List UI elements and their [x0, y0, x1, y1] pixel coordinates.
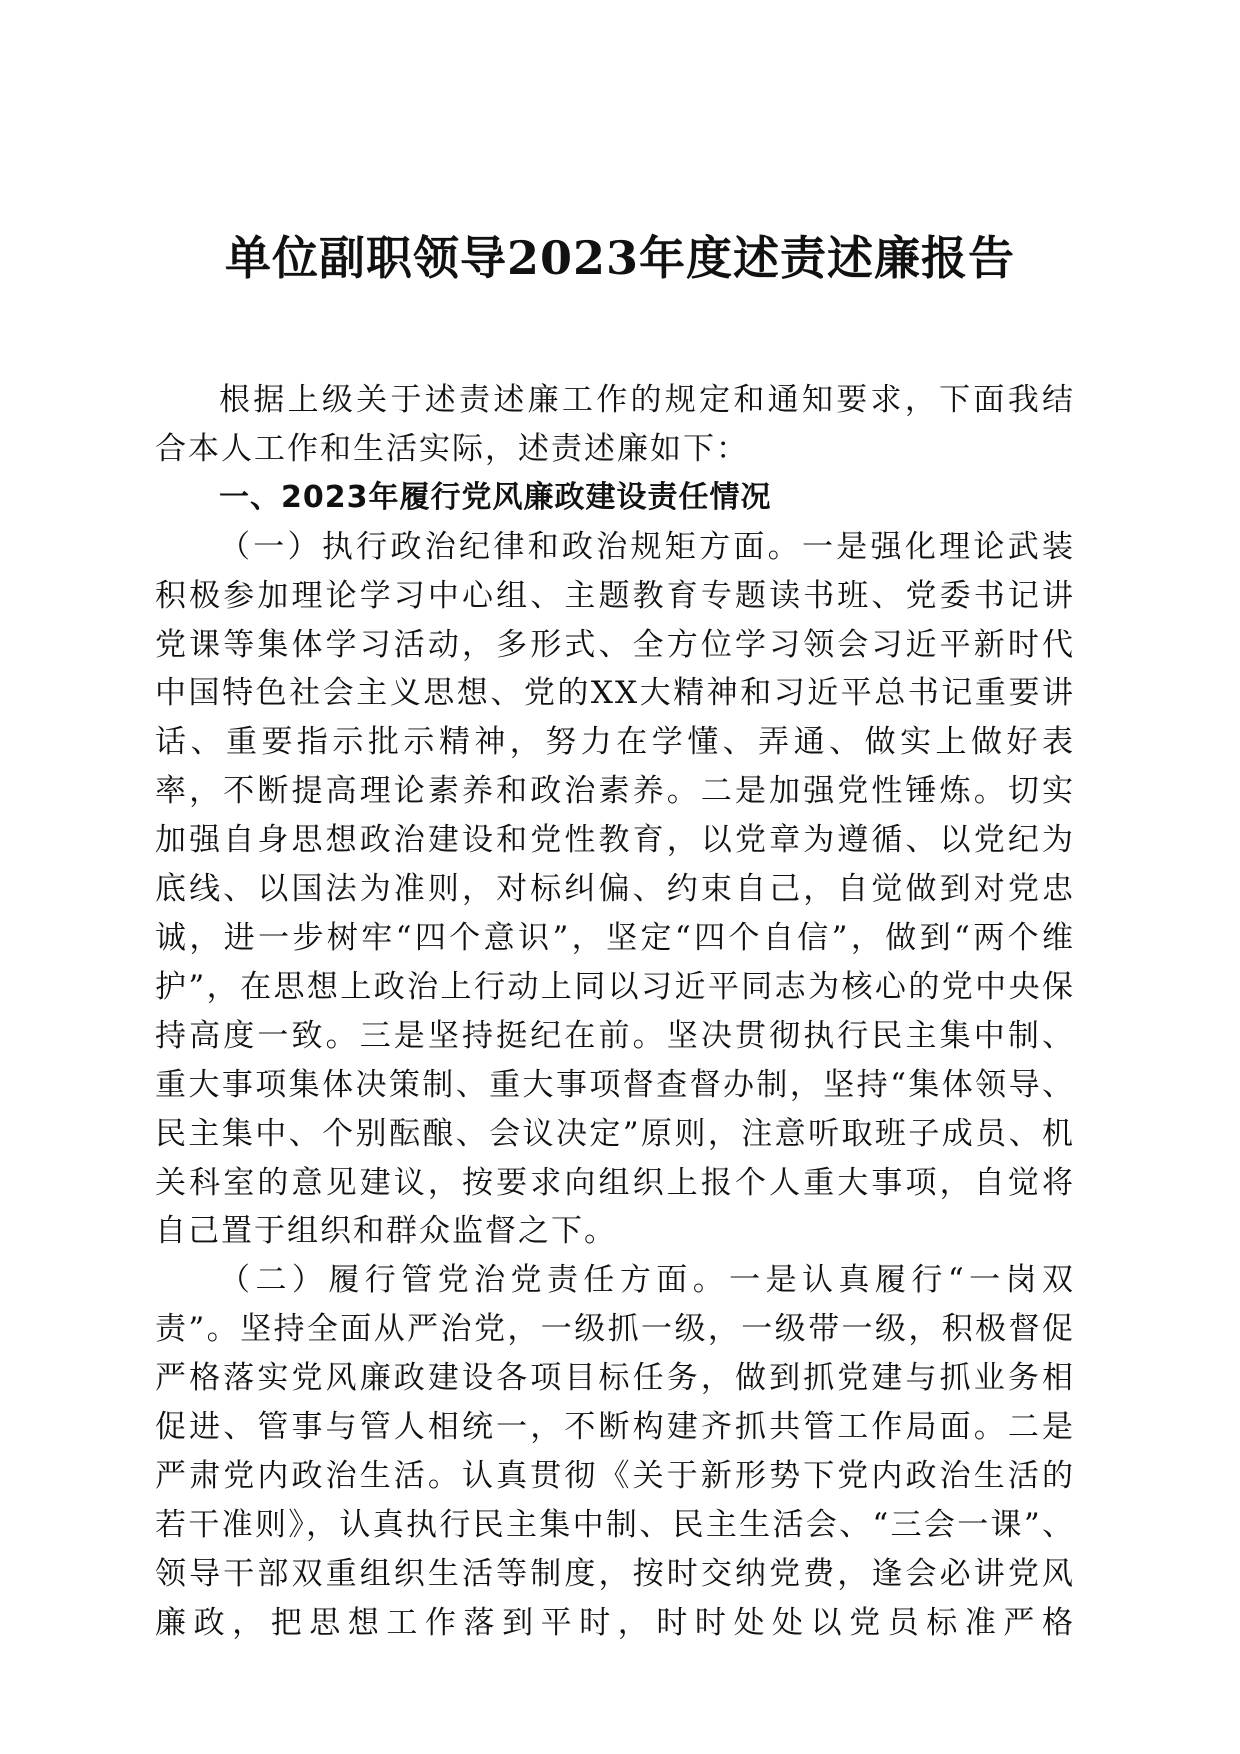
paragraph-political-discipline: （一）执行政治纪律和政治规矩方面。一是强化理论武装积极参加理论学习中心组、主题教育专题读书班、党委书记讲党课等集体学习活动，多形式、全方位学习领会习近平新时代中国特色社会主义思想、党的XX大精神和习近平总书记重要讲话、重要指示批示精神，努力在学懂、弄通、做实上做好表率，不断提高理论素养和政治素养。二是加强党性锤炼。切实加强自身思想政治建设和党性教育，以党章为遵循、以党纪为底线、以国法为准则，对标纠偏、约束自己，自觉做到对党忠诚，进一步树牢“四个意识”，坚定“四个自信”，做到“两个维护”，在思想上政治上行动上同以习近平同志为核心的党中央保持高度一致。三是坚持挺纪在前。坚决贯彻执行民主集中制、重大事项集体决策制、重大事项督查督办制，坚持“集体领导、民主集中、个别酝酿、会议决定”原则，注意听取班子成员、机关科室的意见建议，按要求向组织上报个人重大事项，自觉将自己置于组织和群众监督之下。 — [155, 528, 1075, 1250]
paragraph-party-governance: （二）履行管党治党责任方面。一是认真履行“一岗双责”。坚持全面从严治党，一级抓一级，一级带一级，积极督促严格落实党风廉政建设各项目标任务，做到抓党建与抓业务相促进、管事与管人相统一，不断构建齐抓共管工作局面。二是严肃党内政治生活。认真贯彻《关于新形势下党内政治生活的若干准则》，认真执行民主集中制、民主生活会、“三会一课”、领导干部双重组织生活等制度，按时交纳党费，逢会必讲党风廉政，把思想工作落到平时，时时处处以党员标准严格 — [155, 1262, 1075, 1641]
document-body — [155, 376, 1075, 1648]
intro-paragraph: 根据上级关于述责述廉工作的规定和通知要求，下面我结合本人工作和生活实际，述责述廉如下： — [155, 382, 1075, 467]
section-heading-1: 一、2023年履行党风廉政建设责任情况 — [219, 479, 772, 515]
document-title: 单位副职领导2023年度述责述廉报告 — [224, 231, 1016, 285]
